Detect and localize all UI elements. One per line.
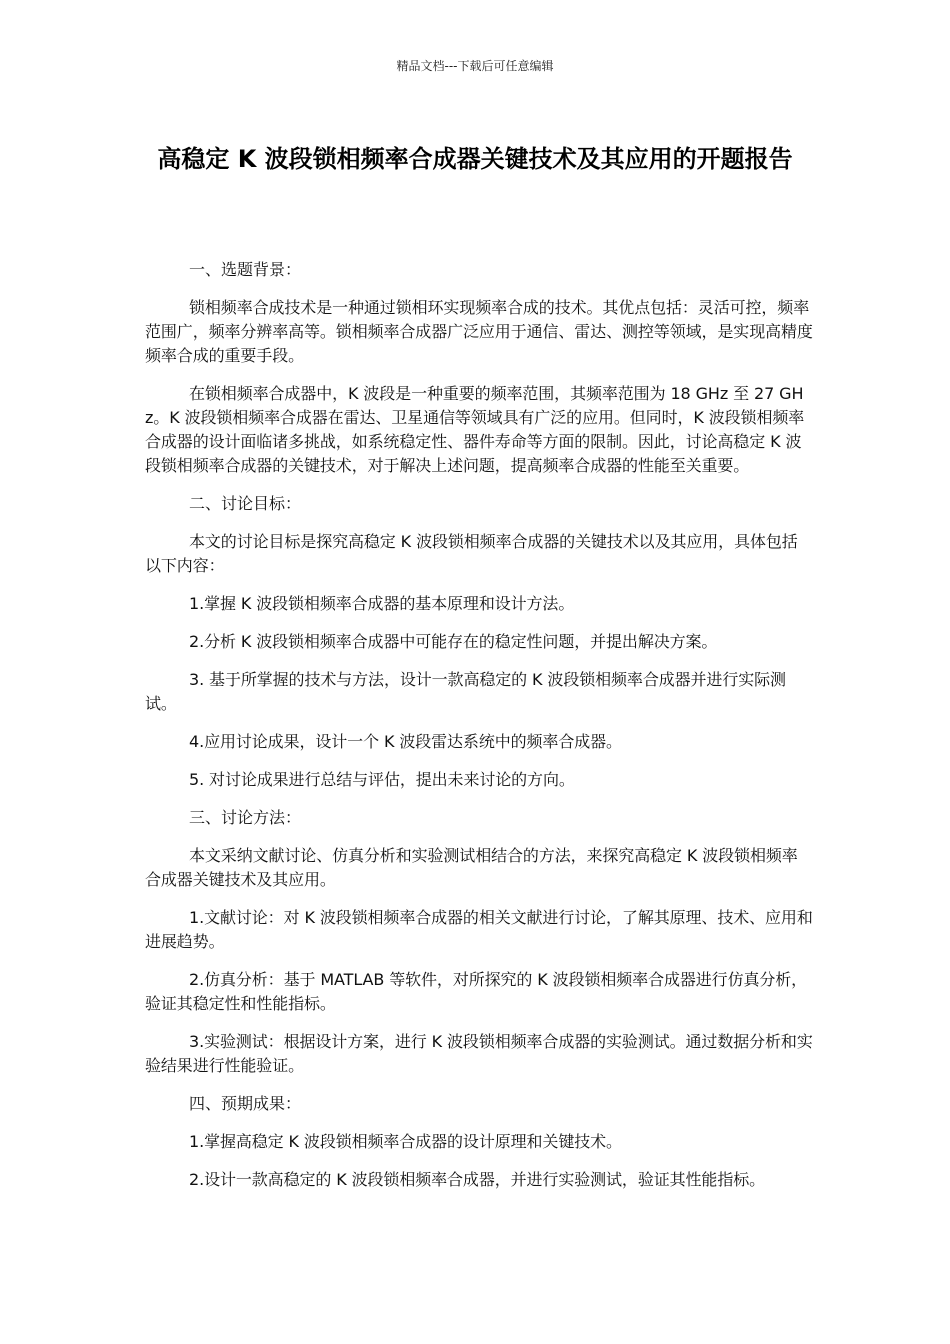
paragraph: 锁相频率合成技术是一种通过锁相环实现频率合成的技术。其优点包括：灵活可控，频率范围广，频率分辨率高等。锁相频率合成器广泛应用于通信、雷达、测控等领域，是实现高精度频率合成的重要手段。 [145,298,813,365]
paragraph: 在锁相频率合成器中，K 波段是一种重要的频率范围，其频率范围为 18 GHz 至 27 GHz。K 波段锁相频率合成器在雷达、卫星通信等领域具有广泛的应用。但同时，K 波段锁相频率合成器的设计面临诸多挑战，如系统稳定性、器件寿命等方面的限制。因此，讨论高稳定 K 波段锁相频率合成器的关键技术，对于解决上述问题，提高频率合成器的性能至关重要。 [145,384,805,475]
paragraph: 本文采纳文献讨论、仿真分析和实验测试相结合的方法，来探究高稳定 K 波段锁相频率合成器关键技术及其应用。 [145,846,798,889]
section-heading: 一、选题背景： [189,260,302,279]
section-expected-results [145,1092,813,1192]
document-title: 高稳定 K 波段锁相频率合成器关键技术及其应用的开题报告 [157,145,793,173]
section-heading: 三、讨论方法： [189,808,302,827]
list-item: 1.文献讨论：对 K 波段锁相频率合成器的相关文献进行讨论，了解其原理、技术、应用和进展趋势。 [145,908,813,951]
section-heading: 二、讨论目标： [189,494,302,513]
section-heading: 四、预期成果： [189,1094,302,1113]
paragraph: 本文的讨论目标是探究高稳定 K 波段锁相频率合成器的关键技术以及其应用，具体包括以下内容： [145,532,798,575]
list-item: 1.掌握高稳定 K 波段锁相频率合成器的设计原理和关键技术。 [189,1132,622,1151]
list-item: 1.掌握 K 波段锁相频率合成器的基本原理和设计方法。 [189,594,575,613]
section-objectives [145,492,813,792]
list-item: 3. 基于所掌握的技术与方法，设计一款高稳定的 K 波段锁相频率合成器并进行实际测试。 [145,670,786,713]
list-item: 4.应用讨论成果，设计一个 K 波段雷达系统中的频率合成器。 [189,732,622,751]
document-body [145,258,813,1206]
page-header: 精品文档---下载后可任意编辑 [396,59,554,73]
list-item: 3.实验测试：根据设计方案，进行 K 波段锁相频率合成器的实验测试。通过数据分析和实验结果进行性能验证。 [145,1032,813,1075]
list-item: 2.设计一款高稳定的 K 波段锁相频率合成器，并进行实验测试，验证其性能指标。 [189,1170,766,1189]
section-methods [145,806,813,1078]
list-item: 2.仿真分析：基于 MATLAB 等软件，对所探究的 K 波段锁相频率合成器进行仿真分析，验证其稳定性和性能指标。 [145,970,808,1013]
list-item: 2.分析 K 波段锁相频率合成器中可能存在的稳定性问题，并提出解决方案。 [189,632,718,651]
section-background [145,258,813,478]
list-item: 5. 对讨论成果进行总结与评估，提出未来讨论的方向。 [189,770,575,789]
